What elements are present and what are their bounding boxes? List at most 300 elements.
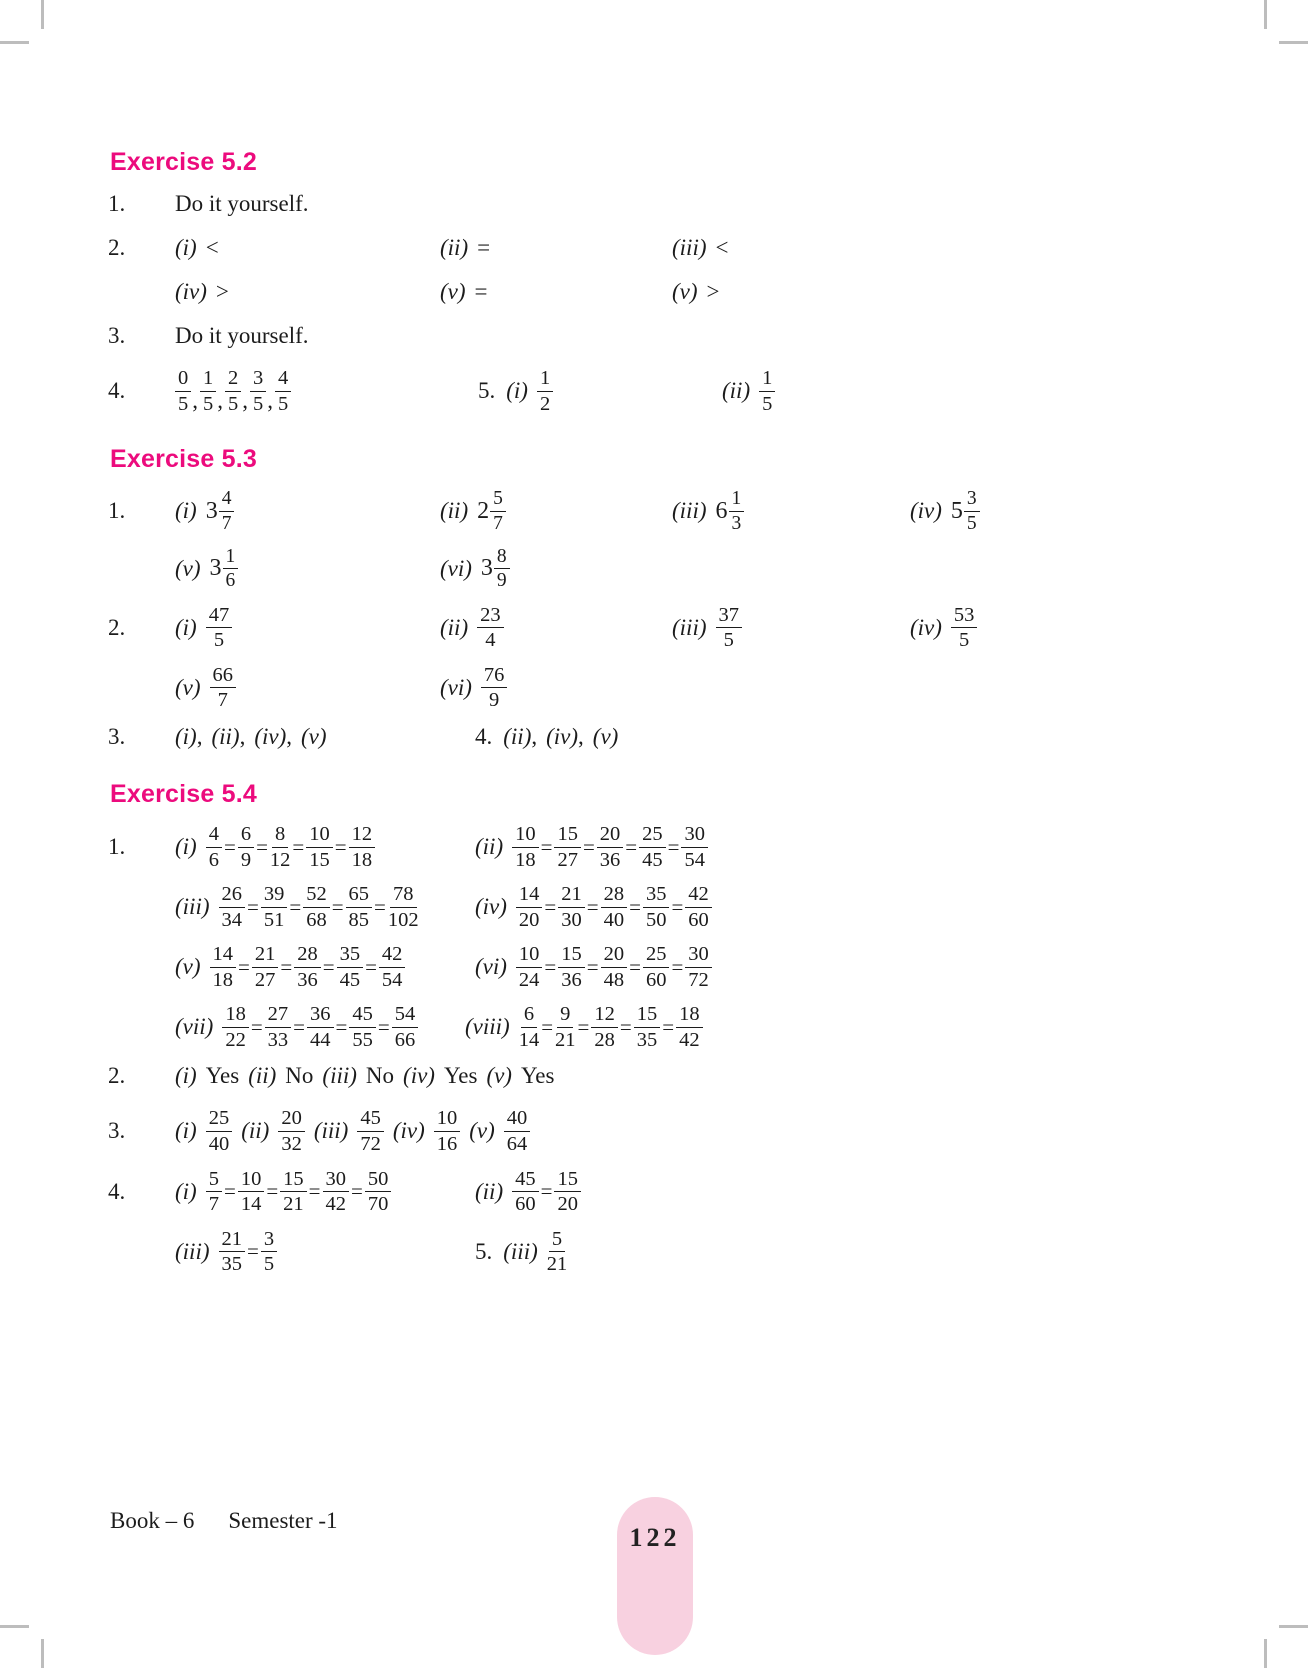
numerator: 66 (210, 664, 237, 689)
answer-text: < (715, 235, 729, 260)
denominator: 44 (310, 1028, 331, 1051)
fraction (504, 1107, 531, 1155)
fraction (601, 883, 628, 931)
denominator: 35 (221, 1253, 242, 1276)
part-label: (iii) (672, 498, 707, 524)
denominator: 2 (539, 392, 551, 415)
crop-mark-top-left-horizontal (0, 41, 29, 44)
denominator: 102 (387, 908, 419, 931)
equals-sign: = (667, 834, 680, 859)
answer-row (108, 943, 1280, 991)
numerator: 27 (265, 1003, 292, 1028)
fraction-chain (219, 1228, 278, 1276)
fraction (223, 546, 239, 592)
denominator: 18 (351, 848, 373, 871)
fraction-list (175, 367, 291, 415)
answer-cell (175, 1107, 530, 1155)
numerator: 15 (558, 943, 585, 968)
section-exercise-5-4 (108, 780, 1280, 1276)
mixed-number (477, 488, 506, 534)
part-label: (ii) (241, 1118, 270, 1144)
part-label: (iii) (175, 894, 210, 920)
numerator: 50 (365, 1168, 392, 1193)
equals-sign: = (540, 834, 553, 859)
denominator: 70 (367, 1193, 389, 1216)
item-number: 2. (108, 235, 126, 260)
answer-cell (175, 279, 440, 305)
fraction (222, 1003, 249, 1051)
fraction (516, 943, 543, 991)
fraction (434, 1107, 461, 1155)
denominator: 5 (263, 1253, 275, 1276)
fraction (639, 823, 666, 871)
denominator: 42 (325, 1193, 346, 1216)
answer-cell (175, 664, 440, 712)
numerator: 4 (219, 488, 235, 511)
numerator: 30 (323, 1168, 350, 1193)
item-number: 1. (108, 191, 126, 216)
equals-sign: = (629, 954, 641, 979)
denominator: 20 (518, 908, 540, 931)
denominator: 27 (254, 968, 276, 991)
denominator: 45 (339, 968, 361, 991)
numerator: 15 (554, 823, 581, 848)
numerator: 42 (685, 883, 712, 908)
answer-row (108, 664, 1280, 712)
answer-text: No (285, 1063, 314, 1089)
numerator: 12 (591, 1003, 618, 1028)
whole-number: 3 (480, 555, 493, 582)
mixed-number (206, 488, 235, 534)
part-label: (iii) (175, 1238, 210, 1264)
numerator: 76 (481, 664, 508, 689)
fraction (685, 883, 712, 931)
footer-semester-label: Semester -1 (228, 1508, 338, 1533)
equals-sign: = (308, 1179, 321, 1204)
numerator: 6 (238, 823, 254, 848)
answer-row (108, 235, 1280, 261)
part-label: (i) (175, 498, 197, 524)
denominator: 55 (352, 1028, 373, 1051)
fraction (210, 664, 237, 712)
denominator: 21 (546, 1253, 568, 1276)
fraction-chain (219, 883, 419, 931)
answer-cell (910, 604, 977, 652)
answer-cell (672, 604, 910, 652)
equals-sign: = (625, 834, 638, 859)
inline-item-number: 5. (478, 378, 496, 404)
denominator: 42 (679, 1028, 700, 1051)
fraction (392, 1003, 419, 1051)
fraction (323, 1168, 350, 1216)
numerator: 1 (759, 367, 775, 392)
fraction (512, 823, 539, 871)
part-label: (ii) (722, 378, 751, 404)
part-label: (iv) (175, 279, 207, 304)
item-number: 3. (108, 1118, 126, 1144)
part-label: (ii) (440, 235, 469, 260)
numerator: 3 (964, 488, 980, 511)
part-label: (iii) (672, 614, 707, 640)
equals-sign: = (247, 1239, 259, 1264)
numerator: 28 (601, 883, 628, 908)
denominator: 22 (225, 1028, 246, 1051)
equals-sign: = (223, 834, 236, 859)
equals-sign: = (223, 1179, 236, 1204)
fraction (516, 883, 543, 931)
part-label: (iii) (322, 1063, 357, 1089)
whole-number: 2 (477, 497, 490, 524)
part-label: (v) (301, 724, 327, 750)
answer-text: > (706, 279, 720, 304)
section-heading: Exercise 5.3 (110, 445, 257, 474)
equals-sign: = (540, 1179, 553, 1204)
part-label: (iv) (475, 894, 507, 920)
equals-sign: = (377, 1014, 390, 1039)
denominator: 6 (208, 848, 219, 871)
section-heading: Exercise 5.4 (110, 780, 257, 809)
inline-item-number: 4. (475, 724, 493, 750)
answer-text: Do it yourself. (175, 191, 309, 216)
numerator: 0 (175, 367, 191, 392)
numerator: 5 (490, 488, 506, 511)
numerator: 15 (634, 1003, 661, 1028)
numerator: 10 (238, 1168, 265, 1193)
fraction (275, 367, 291, 415)
answer-row (108, 488, 1280, 534)
part-label: (vi) (475, 954, 507, 980)
numerator: 5 (206, 1168, 222, 1193)
whole-number: 3 (205, 497, 218, 524)
equals-sign: = (238, 954, 250, 979)
numerator: 10 (516, 943, 543, 968)
denominator: 4 (485, 629, 496, 652)
answer-text: Yes (443, 1063, 478, 1089)
numerator: 35 (337, 943, 364, 968)
fraction (759, 367, 775, 415)
numerator: 15 (554, 1168, 581, 1193)
fraction (349, 823, 376, 871)
fraction (951, 604, 978, 652)
whole-number: 3 (209, 555, 222, 582)
crop-mark-top-right-horizontal (1279, 41, 1308, 44)
section-heading: Exercise 5.2 (110, 148, 257, 176)
answer-cell (175, 1228, 475, 1276)
numerator: 25 (639, 823, 666, 848)
denominator: 5 (253, 392, 264, 415)
fraction-chain (519, 1003, 703, 1051)
denominator: 15 (309, 848, 330, 871)
equals-sign: = (292, 834, 305, 859)
denominator: 28 (594, 1028, 615, 1051)
answer-cell (440, 604, 672, 652)
denominator: 5 (178, 392, 189, 415)
crop-mark-bottom-left-horizontal (0, 1625, 29, 1628)
numerator: 14 (516, 883, 543, 908)
part-label: (iii) (672, 235, 707, 260)
numerator: 18 (676, 1003, 703, 1028)
answer-cell (440, 279, 672, 305)
footer (110, 1508, 338, 1534)
answer-text: Do it yourself. (175, 323, 309, 348)
crop-mark-top-right-vertical (1264, 0, 1267, 29)
equals-sign: = (266, 1179, 279, 1204)
numerator: 4 (275, 367, 291, 392)
denominator: 40 (603, 908, 625, 931)
part-label: (i) (175, 1063, 197, 1089)
numerator: 1 (200, 367, 216, 392)
numerator: 52 (303, 883, 330, 908)
denominator: 60 (688, 908, 709, 931)
answer-row (108, 604, 1280, 652)
answer-cell (672, 488, 910, 534)
part-label: (i) (175, 1118, 197, 1144)
denominator: 34 (221, 908, 242, 931)
denominator: 54 (381, 968, 403, 991)
item-number: 3. (108, 323, 126, 348)
fraction (519, 1003, 540, 1051)
equals-sign: = (577, 1014, 590, 1039)
numerator: 21 (252, 943, 279, 968)
crop-mark-bottom-left-vertical (41, 1639, 44, 1668)
comma: , (196, 724, 203, 750)
numerator: 20 (601, 943, 628, 968)
part-label: (v) (175, 674, 201, 700)
part-label: (i) (175, 834, 197, 860)
denominator: 7 (221, 512, 232, 534)
numerator: 10 (306, 823, 333, 848)
answer-cell (175, 367, 478, 415)
answer-cell (475, 1168, 581, 1216)
inline-item-number: 5. (475, 1238, 493, 1264)
denominator: 30 (561, 908, 582, 931)
answer-cell (478, 367, 722, 415)
answer-cell (440, 664, 507, 712)
answer-cell (175, 604, 440, 652)
fraction (477, 604, 504, 652)
part-label: (v) (175, 954, 201, 980)
answer-row (108, 367, 1280, 415)
fraction (388, 883, 419, 931)
item-number: 1. (108, 498, 126, 524)
part-label: (i) (175, 1178, 197, 1204)
denominator: 60 (645, 968, 667, 991)
fraction (490, 488, 506, 534)
fraction (547, 1228, 568, 1276)
part-label: (ii) (475, 1178, 504, 1204)
fraction (365, 1168, 392, 1216)
item-number: 2. (108, 1063, 126, 1089)
fraction (294, 943, 321, 991)
numerator: 12 (349, 823, 376, 848)
equals-sign: = (671, 954, 684, 979)
denominator: 5 (723, 629, 734, 652)
answer-cell (175, 323, 309, 349)
answer-text: = (474, 279, 488, 304)
numerator: 10 (512, 823, 539, 848)
answer-cell (475, 883, 712, 931)
equals-sign: = (250, 1014, 263, 1039)
equals-sign: = (544, 894, 557, 919)
numerator: 45 (349, 1003, 376, 1028)
whole-number: 6 (715, 497, 728, 524)
denominator: 18 (212, 968, 234, 991)
fraction (306, 823, 333, 871)
fraction (265, 1003, 292, 1051)
denominator: 45 (642, 848, 663, 871)
numerator: 1 (223, 546, 239, 569)
answer-cell (175, 883, 475, 931)
part-label: (v) (672, 279, 698, 304)
part-label: (v) (440, 279, 466, 304)
denominator: 48 (603, 968, 625, 991)
fraction-chain (512, 1168, 581, 1216)
denominator: 72 (360, 1132, 381, 1155)
denominator: 21 (283, 1193, 304, 1216)
numerator: 25 (643, 943, 670, 968)
fraction (597, 823, 624, 871)
mixed-number (716, 488, 745, 534)
comma: , (267, 388, 273, 414)
answer-row (108, 279, 1280, 305)
answer-cell (175, 488, 440, 534)
section-exercise-5-2 (108, 148, 1280, 415)
answer-row (108, 724, 1280, 750)
numerator: 21 (558, 883, 585, 908)
denominator: 16 (436, 1132, 458, 1155)
fraction (225, 367, 241, 415)
denominator: 21 (555, 1028, 576, 1051)
item-number: 3. (108, 724, 126, 750)
denominator: 14 (518, 1028, 540, 1051)
numerator: 18 (222, 1003, 249, 1028)
answer-row (108, 1168, 1280, 1216)
denominator: 12 (269, 848, 291, 871)
numerator: 8 (272, 823, 288, 848)
numerator: 47 (206, 604, 233, 629)
part-label: (i) (175, 235, 197, 260)
comma: , (239, 724, 246, 750)
answer-cell (440, 546, 510, 592)
page-number: 122 (629, 1523, 681, 1552)
fraction (200, 367, 216, 415)
answer-cell (440, 488, 672, 534)
answer-row (108, 1107, 1280, 1155)
mixed-number (210, 546, 239, 592)
fraction (250, 367, 266, 415)
fraction (554, 823, 581, 871)
answer-text: No (365, 1063, 395, 1089)
part-label: (vi) (440, 674, 472, 700)
numerator: 4 (206, 823, 222, 848)
numerator: 53 (951, 604, 978, 629)
numerator: 1 (729, 488, 745, 511)
crop-mark-bottom-right-vertical (1264, 1639, 1267, 1668)
fraction (219, 883, 246, 931)
answer-row (108, 191, 1280, 217)
numerator: 35 (643, 883, 670, 908)
denominator: 60 (515, 1193, 536, 1216)
answer-text: = (477, 235, 491, 260)
part-label: (ii) (475, 834, 504, 860)
equals-sign: = (374, 894, 386, 919)
denominator: 3 (731, 512, 742, 534)
answer-cell (175, 1003, 465, 1051)
part-label: (iv) (546, 724, 579, 750)
equals-sign: = (331, 894, 344, 919)
denominator: 5 (228, 392, 239, 415)
answer-row (108, 883, 1280, 931)
numerator: 45 (357, 1107, 384, 1132)
fraction (261, 1228, 277, 1276)
denominator: 36 (599, 848, 621, 871)
fraction (558, 883, 585, 931)
numerator: 26 (219, 883, 246, 908)
page-number-pill (617, 1497, 693, 1655)
answer-row (108, 323, 1280, 349)
numerator: 39 (261, 883, 288, 908)
fraction (206, 823, 222, 871)
denominator: 7 (208, 1193, 219, 1216)
answer-row (108, 546, 1280, 592)
equals-sign: = (541, 1014, 554, 1039)
part-label: (ii) (440, 498, 469, 524)
denominator: 50 (645, 908, 667, 931)
denominator: 51 (263, 908, 285, 931)
footer-book-label: Book – 6 (110, 1508, 195, 1533)
equals-sign: = (586, 894, 599, 919)
part-label: (iii) (503, 1238, 538, 1264)
fraction (716, 604, 743, 652)
part-label: (i) (506, 378, 528, 404)
item-number: 4. (108, 378, 126, 404)
fraction (280, 1168, 307, 1216)
numerator: 3 (250, 367, 266, 392)
denominator: 9 (489, 689, 500, 712)
numerator: 1 (537, 367, 553, 392)
comma: , (242, 388, 248, 414)
answer-text: < (205, 235, 219, 260)
numerator: 28 (294, 943, 321, 968)
numerator: 25 (206, 1107, 233, 1132)
equals-sign: = (629, 894, 641, 919)
fraction (278, 1107, 305, 1155)
part-label: (v) (469, 1118, 495, 1144)
part-label: (viii) (465, 1014, 510, 1040)
answer-cell (475, 724, 618, 750)
fraction (729, 488, 745, 534)
fraction (303, 883, 330, 931)
answer-row (108, 1228, 1280, 1276)
numerator: 42 (379, 943, 406, 968)
denominator: 7 (217, 689, 228, 712)
numerator: 54 (392, 1003, 419, 1028)
fraction (175, 367, 191, 415)
equals-sign: = (280, 954, 293, 979)
answer-cell (175, 235, 440, 261)
part-label: (i) (175, 724, 197, 750)
section-exercise-5-3 (108, 445, 1280, 750)
part-label: (iii) (313, 1118, 349, 1144)
answer-row (108, 1063, 1280, 1089)
equals-sign: = (351, 1179, 363, 1204)
equals-sign: = (582, 834, 595, 859)
answer-cell (175, 1168, 475, 1216)
fraction (494, 546, 510, 592)
fraction-chain (516, 943, 712, 991)
answer-cell (910, 488, 980, 534)
denominator: 20 (557, 1193, 578, 1216)
